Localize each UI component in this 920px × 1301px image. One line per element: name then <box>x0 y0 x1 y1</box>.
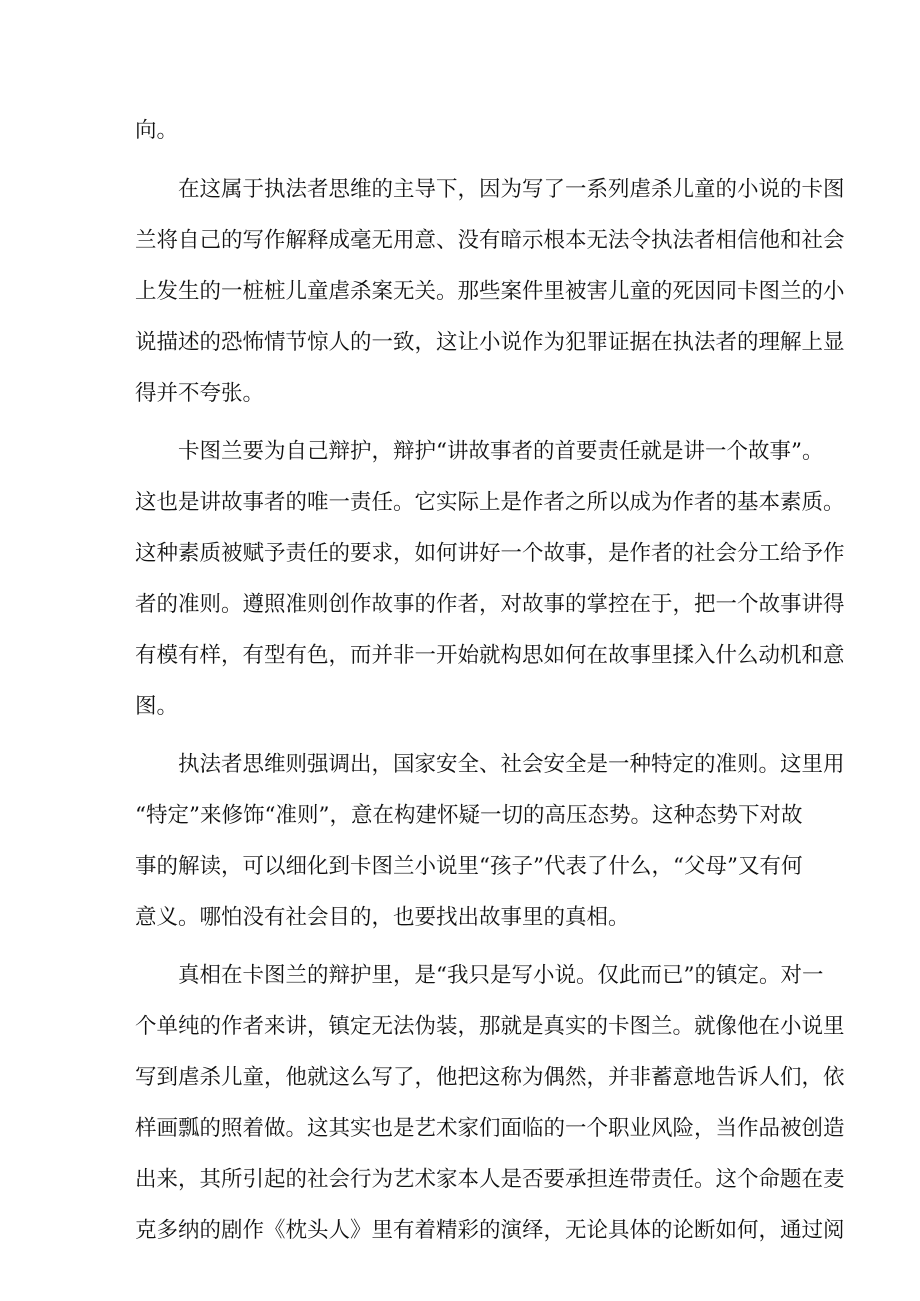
text-line: 上发生的一桩桩儿童虐杀案无关。那些案件里被害儿童的死因同卡图兰的小 <box>135 279 845 304</box>
text-line: 者的准则。遵照准则创作故事的作者，对故事的掌控在于，把一个故事讲得 <box>135 592 845 617</box>
text-line: 写到虐杀儿童，他就这么写了，他把这称为偶然，并非蓄意地告诉人们，依 <box>135 1065 845 1090</box>
text-line: 这也是讲故事者的唯一责任。它实际上是作者之所以成为作者的基本素质。 <box>135 490 845 515</box>
text-line: 说描述的恐怖情节惊人的一致，这让小说作为犯罪证据在执法者的理解上显 <box>135 330 845 355</box>
text-line: 克多纳的剧作《枕头人》里有着精彩的演绎，无论具体的论断如何，通过阅 <box>135 1218 845 1243</box>
text-line: 兰将自己的写作解释成毫无用意、没有暗示根本无法令执法者相信他和社会 <box>135 228 845 253</box>
text-line: 卡图兰要为自己辩护，辩护“讲故事者的首要责任就是讲一个故事”。 <box>178 439 824 464</box>
text-line: 图。 <box>135 694 179 719</box>
text-line: 在这属于执法者思维的主导下，因为写了一系列虐杀儿童的小说的卡图 <box>178 177 845 202</box>
text-line: 得并不夸张。 <box>135 381 265 406</box>
text-line: 真相在卡图兰的辩护里，是“我只是写小说。仅此而已”的镇定。对一 <box>178 963 824 988</box>
text-line: 个单纯的作者来讲，镇定无法伪装，那就是真实的卡图兰。就像他在小说里 <box>135 1014 845 1039</box>
text-line: “特定”来修饰“准则”，意在构建怀疑一切的高压态势。这种态势下对故 <box>135 803 803 828</box>
text-line: 事的解读，可以细化到卡图兰小说里“孩子”代表了什么，“父母”又有何 <box>135 854 803 879</box>
text-line: 有模有样，有型有色，而并非一开始就构思如何在故事里揉入什么动机和意 <box>135 643 845 668</box>
text-line: 向。 <box>135 118 179 143</box>
text-line: 这种素质被赋予责任的要求，如何讲好一个故事，是作者的社会分工给予作 <box>135 541 845 566</box>
text-line: 意义。哪怕没有社会目的，也要找出故事里的真相。 <box>135 905 630 930</box>
text-line: 出来，其所引起的社会行为艺术家本人是否要承担连带责任。这个命题在麦 <box>135 1167 845 1192</box>
text-line: 执法者思维则强调出，国家安全、社会安全是一种特定的准则。这里用 <box>178 752 845 777</box>
text-line: 样画瓢的照着做。这其实也是艺术家们面临的一个职业风险，当作品被创造 <box>135 1116 845 1141</box>
